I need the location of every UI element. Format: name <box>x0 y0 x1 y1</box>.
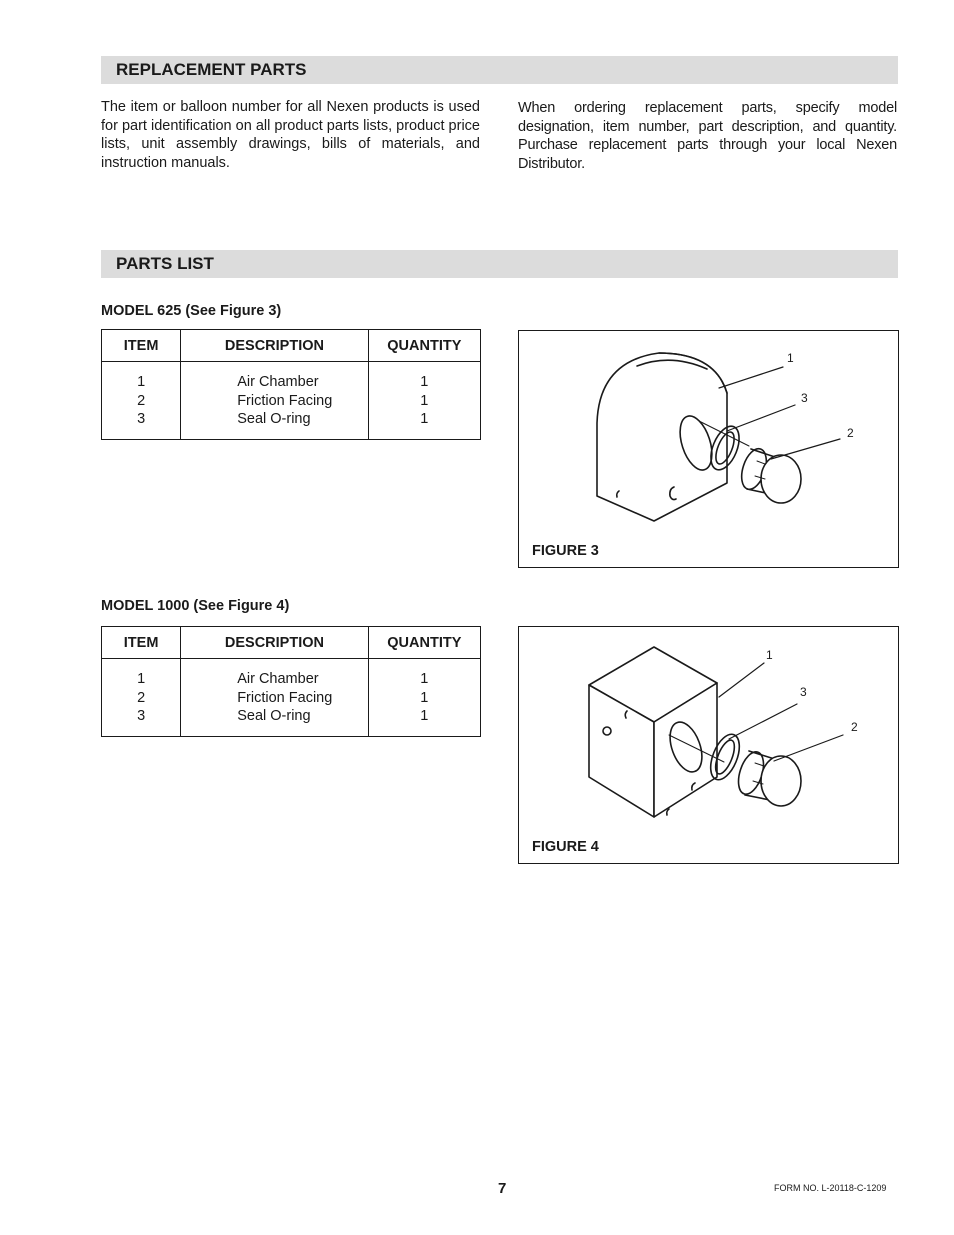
column-header-description: DESCRIPTION <box>181 330 368 362</box>
column-header-item: ITEM <box>102 627 181 659</box>
item-quantity: 1 <box>420 671 429 687</box>
item-number: 3 <box>137 708 146 724</box>
figure-4-label: FIGURE 4 <box>532 839 599 855</box>
table-row <box>102 659 481 737</box>
item-number: 3 <box>137 411 146 427</box>
table-row <box>102 362 481 440</box>
column-header-description: DESCRIPTION <box>181 627 368 659</box>
figure-3-callout-3: 3 <box>801 391 808 405</box>
item-quantity: 1 <box>420 374 429 390</box>
item-description: Friction Facing <box>237 392 333 409</box>
item-description: Air Chamber <box>237 671 319 687</box>
model-1000-parts-table <box>101 626 481 737</box>
item-quantity: 1 <box>420 689 429 706</box>
item-description: Seal O-ring <box>237 708 311 724</box>
item-description: Air Chamber <box>237 374 319 390</box>
item-quantity: 1 <box>420 708 429 724</box>
item-column <box>102 362 181 440</box>
item-column <box>102 659 181 737</box>
figure-4-callout-2: 2 <box>851 720 858 734</box>
table-header-row <box>102 330 481 362</box>
replacement-ordering-text: When ordering replacement parts, specify model designation, item number, part description, and quantity. Purchase replacement parts through your local Nexen Distributor. <box>518 100 897 172</box>
item-number: 2 <box>137 392 146 409</box>
item-number: 1 <box>137 671 146 687</box>
column-header-quantity: QUANTITY <box>368 627 480 659</box>
figure-3-label: FIGURE 3 <box>532 543 599 559</box>
item-number: 2 <box>137 689 146 706</box>
column-header-quantity: QUANTITY <box>368 330 480 362</box>
figure-3-callout-1: 1 <box>787 351 794 365</box>
figure-3 <box>518 330 899 568</box>
figure-4-callout-1: 1 <box>766 648 773 662</box>
figure-4-drawing <box>519 627 898 863</box>
model-625-label: MODEL 625 (See Figure 3) <box>101 303 282 319</box>
parts-list-heading: PARTS LIST <box>116 254 214 273</box>
description-column <box>181 659 368 737</box>
item-quantity: 1 <box>420 392 429 409</box>
replacement-intro-text: The item or balloon number for all Nexen products is used for part identification on all product parts lists, product price lists, unit assembly drawings, bills of materials, and instruction manuals. <box>101 99 480 171</box>
item-quantity: 1 <box>420 411 429 427</box>
figure-4 <box>518 626 899 864</box>
description-column <box>181 362 368 440</box>
table-header-row <box>102 627 481 659</box>
replacement-parts-heading-bar <box>101 56 898 84</box>
parts-list-heading-bar <box>101 250 898 278</box>
column-header-item: ITEM <box>102 330 181 362</box>
form-number: FORM NO. L-20118-C-1209 <box>774 1183 887 1193</box>
figure-3-drawing <box>519 331 898 567</box>
item-number: 1 <box>137 374 146 390</box>
item-description: Friction Facing <box>237 689 333 706</box>
quantity-column <box>368 659 480 737</box>
quantity-column <box>368 362 480 440</box>
item-description: Seal O-ring <box>237 411 311 427</box>
replacement-parts-heading: REPLACEMENT PARTS <box>116 60 307 79</box>
figure-3-callout-2: 2 <box>847 426 854 440</box>
page-number: 7 <box>498 1180 507 1197</box>
model-1000-label: MODEL 1000 (See Figure 4) <box>101 598 290 614</box>
model-625-parts-table <box>101 329 481 440</box>
figure-4-callout-3: 3 <box>800 685 807 699</box>
